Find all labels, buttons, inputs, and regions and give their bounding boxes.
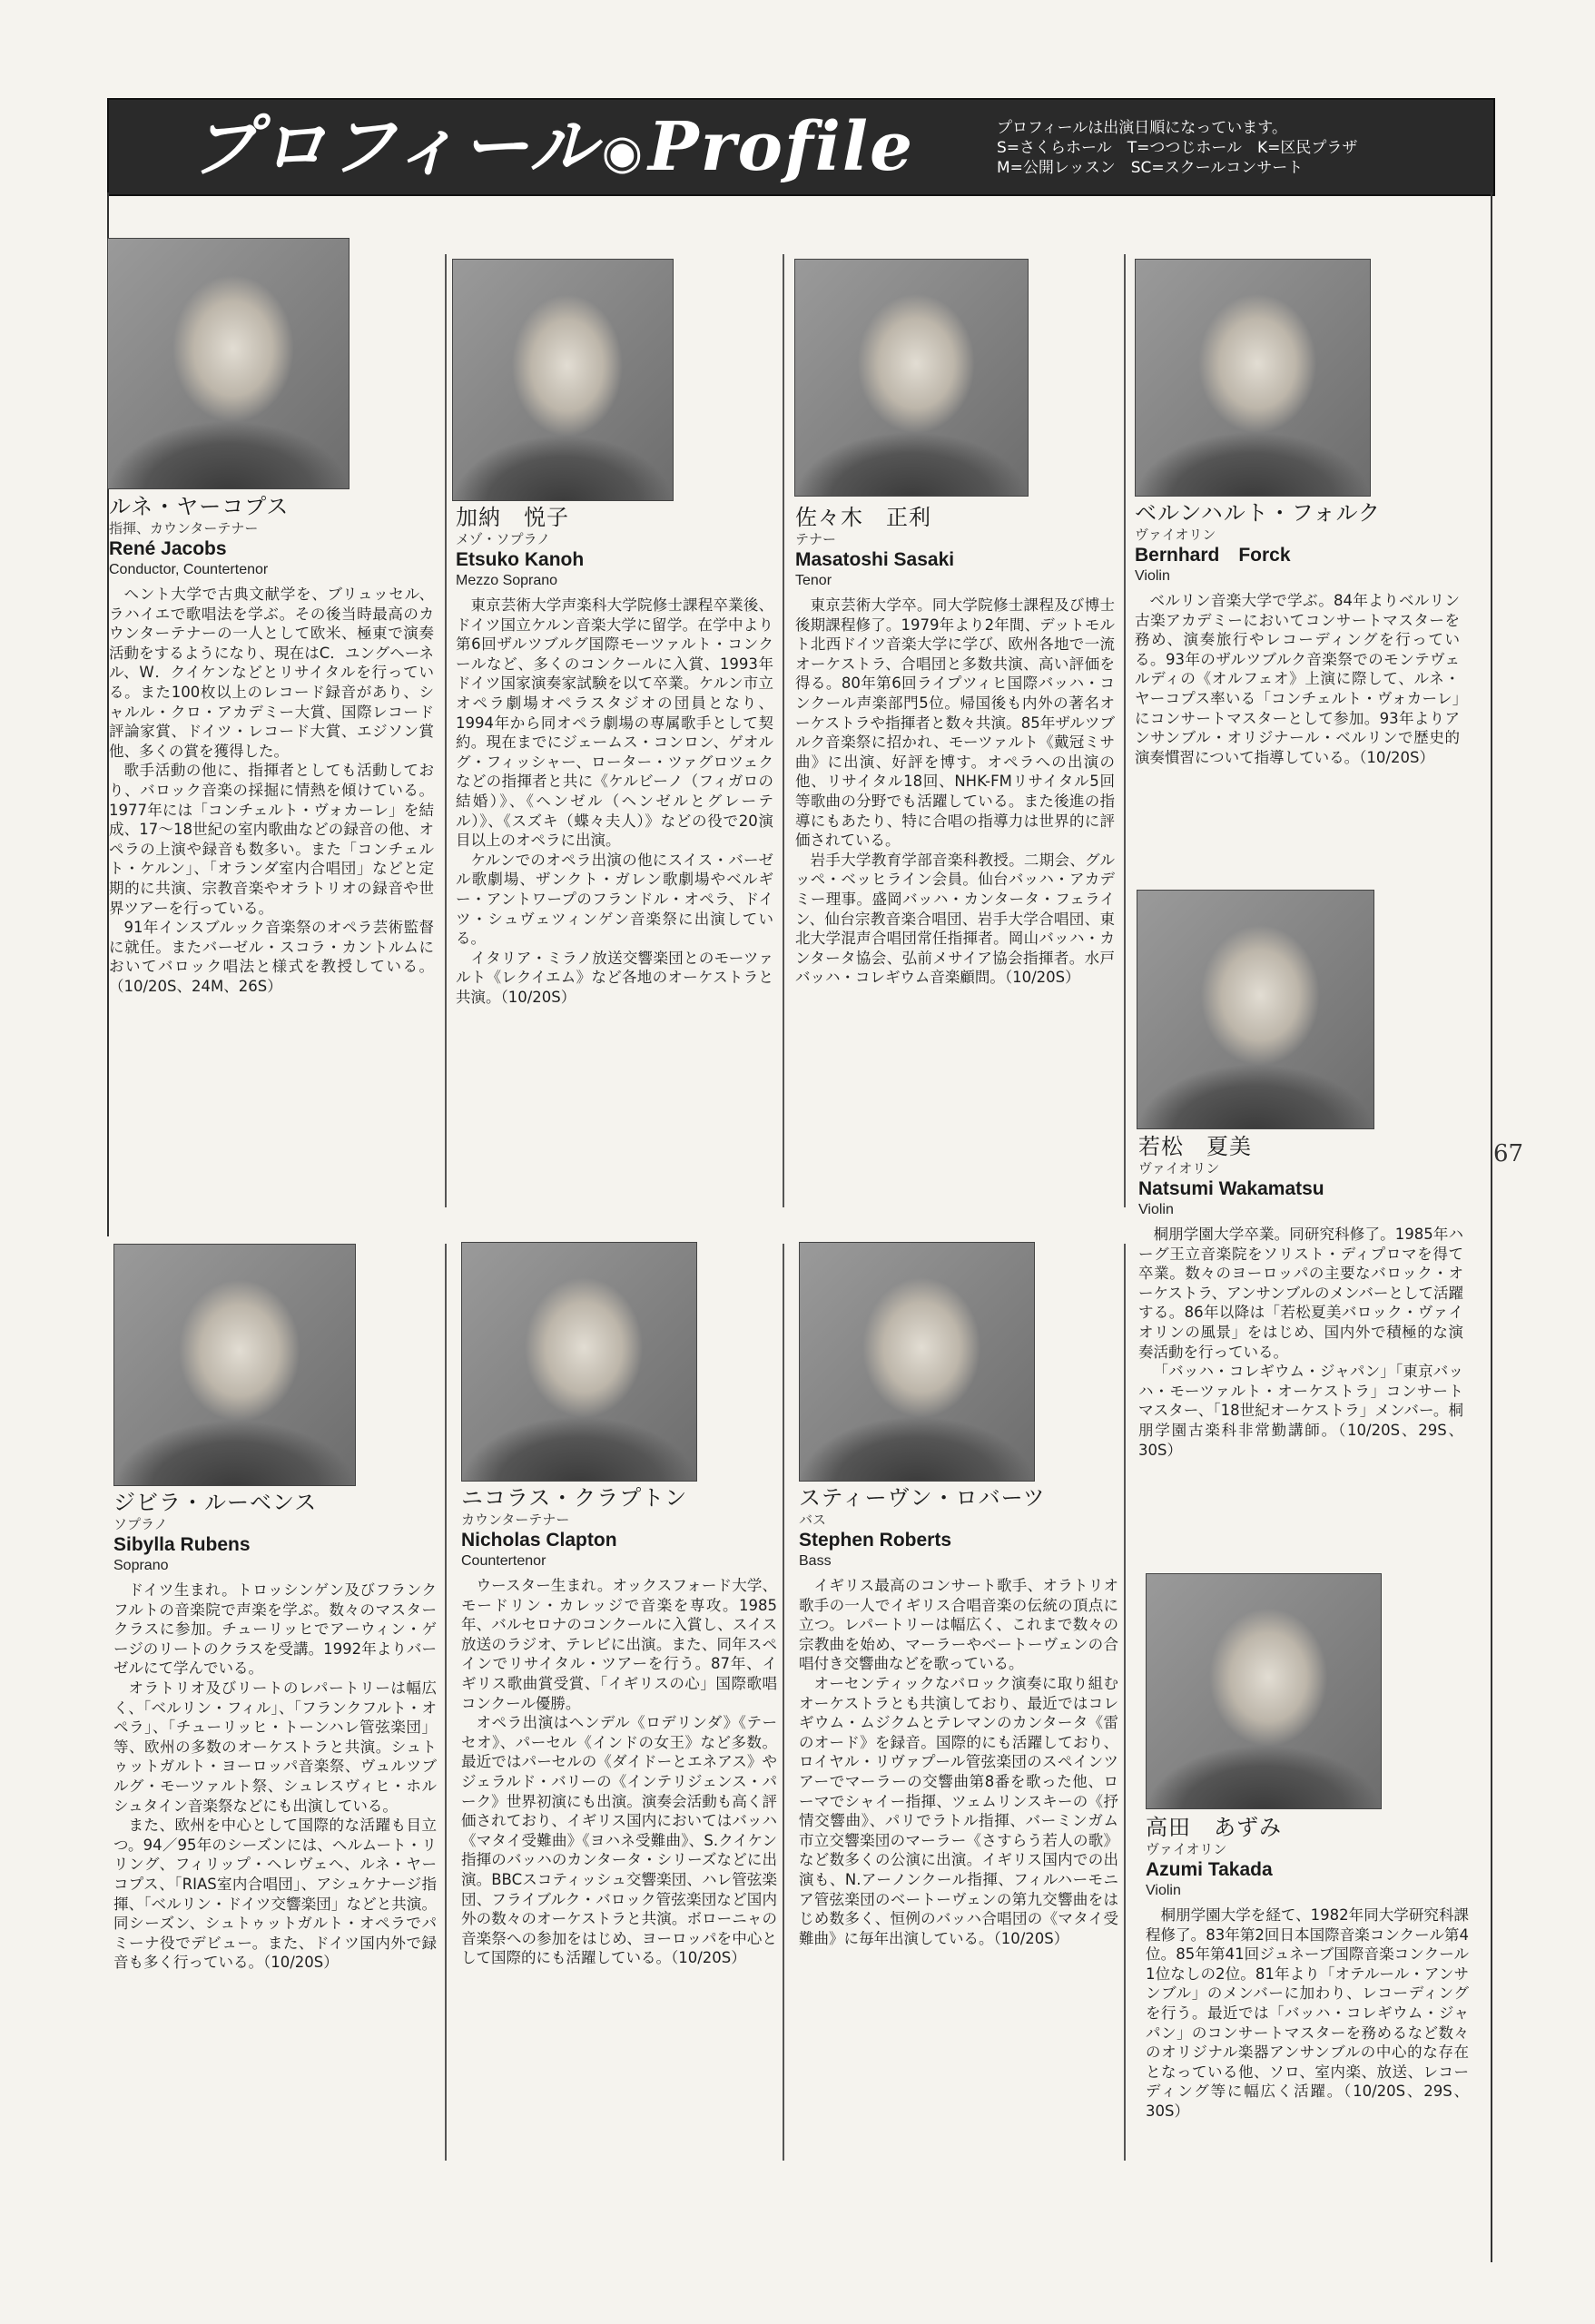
- profile-bio: [461, 1576, 777, 1968]
- header-title-en: Profile: [647, 108, 915, 186]
- profile-en-name: René Jacobs: [109, 538, 227, 559]
- profile-en-role: Violin: [1138, 1202, 1174, 1217]
- column-divider: [445, 1244, 447, 2161]
- bio-paragraph: イタリア・ミラノ放送交響楽団とのモーツァルト《レクイエム》など各地のオーケストラと共演。（10/20S）: [456, 949, 773, 1006]
- profile-en-name: Sibylla Rubens: [113, 1534, 251, 1555]
- column-divider: [783, 254, 784, 1207]
- profile-jp-name: 高田 あずみ: [1146, 1815, 1282, 1840]
- profile-en-role: Bass: [799, 1553, 832, 1569]
- profile-jp-role: ヴァイオリン: [1146, 1841, 1227, 1857]
- bio-paragraph: オペラ出演はヘンデル《ロデリンダ》《テーセオ》、パーセル《インドの女王》など多数。最近ではパーセルの《ダイドーとエネアス》やジェラルド・バリーの《インテリジェンス・パーク》世界初演にも出演。演奏会活動も高く評価されており、イギリス国内においてはバッハ《マタイ受難曲》《ヨハネ受難曲》、S.クイケン指揮のバッハのカンタータ・シリーズなどに出演。BBCスコティッシュ交響楽団、ハレ管弦楽団、フライブルク・バロック管弦楽団など国内外の数々のオーケストラと共演。ボローニャの音楽祭への参加をはじめ、ヨーロッパを中心として国際的にも活躍している。（10/20S）: [461, 1714, 778, 1967]
- bio-paragraph: また、欧州を中心として国際的な活躍も目立つ。94／95年のシーズンには、ヘルムート・リリング、フィリップ・ヘレヴェヘ、ルネ・ヤーコプス、「RIAS室内合唱団」、アシュケナージ指揮、「ベルリン・ドイツ交響楽団」などと共演。同シーズン、シュトゥットガルト・オペラでパミーナ役でデビュー。また、ドイツ国内外で録音も多く行っている。（10/20S）: [113, 1817, 437, 1972]
- profile-jp-role: カウンターテナー: [461, 1512, 570, 1528]
- profile-jp-role: ヴァイオリン: [1138, 1160, 1220, 1177]
- bio-paragraph: ドイツ生まれ。トロッシンゲン及びフランクフルトの音楽院で声楽を学ぶ。数々のマスタークラスに参加。チューリッヒでアーウィン・ゲージのリートのクラスを受講。1992年よりバーゼルにて学んでいる。: [113, 1581, 437, 1678]
- legend-line: M=公開レッスン SC=スクールコンサート: [997, 159, 1304, 177]
- profile-jp-role: テナー: [795, 531, 837, 547]
- profile-jp-name: ベルンハルト・フォルク: [1135, 500, 1382, 526]
- profile-en-role: Tenor: [795, 573, 832, 588]
- profile-en-role: Violin: [1146, 1883, 1181, 1898]
- profile-card-stephen-roberts: [799, 1484, 1118, 1948]
- profile-en-role: Countertenor: [461, 1553, 546, 1569]
- bio-paragraph: オーセンティックなバロック演奏に取り組むオーケストラとも共演しており、最近ではコレギウム・ムジクムとテレマンのカンタータ《雷のオード》を録音。国際的にも活躍しており、ロイヤル・リヴァプール管弦楽団のスペインツアーでマーラーの交響曲第8番を歌った他、ローマでシャイー指揮、ツェムリンスキーの《抒情交響曲》、パリでラトル指揮、バーミンガム市立交響楽団のマーラー《さすらう若人の歌》など数多くの公演に出演。イギリス国内での出演も、N.アーノンクール指揮、フィルハーモニア管弦楽団のベートーヴェンの第九交響曲をはじめ数多く、恒例のバッハ合唱団の《マタイ受難曲》に毎年出演している。（10/20S）: [799, 1674, 1118, 1947]
- profile-en-name: Masatoshi Sasaki: [795, 549, 955, 570]
- profile-jp-name: 若松 夏美: [1138, 1134, 1252, 1159]
- bio-paragraph: 桐朋学園大学卒業。同研究科修了。1985年ハーグ王立音楽院をソリスト・ディプロマを得て卒業。数々のヨーロッパの主要なバロック・オーケストラ、アンサンブルのメンバーとして活躍する。86年以降は「若松夏美バロック・ヴァイオリンの風景」をはじめ、国内外で積極的な演奏活動を行っている。: [1138, 1226, 1463, 1361]
- profile-en-name: Bernhard Forck: [1135, 545, 1291, 566]
- legend-line: S=さくらホール T=つつじホール K=区民プラザ: [997, 139, 1358, 157]
- photo-natsumi-wakamatsu: [1137, 890, 1374, 1129]
- profile-jp-name: ルネ・ヤーコプス: [109, 494, 290, 519]
- legend-line: プロフィールは出演日順になっています。: [997, 119, 1287, 137]
- profile-bio: [799, 1576, 1118, 1948]
- bullet-icon: ◉: [601, 123, 645, 180]
- bio-paragraph: 東京芸術大学卒。同大学院修士課程及び博士後期課程修了。1979年より2年間、デットモルト北西ドイツ音楽大学に学び、欧州各地で一流オーケストラ、合唱団と多数共演、高い評価を得る。80年第6回ライプツィヒ国際バッハ・コンクール声楽部門5位。帰国後も内外の著名オーケストラや指揮者と数々共演。85年ザルツブルク音楽祭に招かれ、モーツァルト《戴冠ミサ曲》に出演、好評を博す。オペラへの出演の他、リサイタル18回、NHK-FMリサイタル5回等歌曲の分野でも活躍している。また後進の指導にもあたり、特に合唱の指導力は世界的に評価されている。: [795, 596, 1115, 850]
- photo-rene-jacobs: [107, 238, 350, 489]
- profile-en-name: Stephen Roberts: [799, 1530, 952, 1551]
- profile-bio: [113, 1581, 437, 1973]
- profile-card-bernhard-forck: [1135, 499, 1460, 767]
- bio-paragraph: ケルンでのオペラ出演の他にスイス・バーゼル歌劇場、ザンクト・ガレン歌劇場やベルギー・アントワープのフランドル・オペラ、ドイツ・シュヴェツィンゲン音楽祭に出演している。: [456, 851, 773, 948]
- column-divider: [1124, 254, 1126, 1207]
- photo-azumi-takada: [1146, 1573, 1382, 1809]
- profile-en-name: Nicholas Clapton: [461, 1530, 617, 1551]
- photo-stephen-roberts: [799, 1242, 1035, 1482]
- bio-paragraph: イギリス最高のコンサート歌手、オラトリオ歌手の一人でイギリス合唱音楽の伝統の頂点に立つ。レパートリーは幅広く、これまで数々の宗教曲を始め、マーラーやベートーヴェンの合唱付き交響曲などを歌っている。: [799, 1577, 1118, 1673]
- bio-paragraph: ウースター生まれ。オックスフォード大学、モードリン・カレッジで音楽を専攻。1985年、バルセロナのコンクールに入賞し、スイス放送のラジオ、テレビに出演。また、同年スペインでリサイタル・ツアーを行う。87年、イギリス歌曲賞受賞、「イギリスの心」国際歌唱コンクール優勝。: [461, 1577, 777, 1712]
- frame-right-line: [1491, 192, 1492, 2262]
- bio-paragraph: 岩手大学教育学部音楽科教授。二期会、グルッペ・ベッヒライン会員。仙台バッハ・アカデミー理事。盛岡バッハ・カンタータ・フェライン、仙台宗教音楽合唱団、岩手大学合唱団、東北大学混声合唱団常任指揮者。岡山バッハ・カンタータ協会、弘前メサイア協会指揮者。水戸バッハ・コレギウム音楽顧問。（10/20S）: [795, 851, 1115, 987]
- bio-paragraph: オラトリオ及びリートのレパートリーは幅広く、「ベルリン・フィル」、「フランクフルト・オペラ」、「チューリッヒ・トーンハレ管弦楽団」等、欧州の多数のオーケストラと共演。シュトゥットガルト・ヨーロッパ音楽祭、ヴュルツブルグ・モーツァルト祭、シュレスヴィヒ・ホルシュタイン音楽祭などにも出演している。: [113, 1679, 437, 1815]
- profile-en-role: Violin: [1135, 568, 1170, 584]
- header-title-jp: プロフィール: [191, 108, 598, 186]
- profile-bio: [1135, 591, 1460, 767]
- profile-en-role: Soprano: [113, 1558, 169, 1573]
- profile-bio: [456, 596, 773, 1007]
- profile-en-name: Natsumi Wakamatsu: [1138, 1178, 1324, 1199]
- venue-legend: [997, 118, 1487, 178]
- column-divider: [783, 1244, 784, 2161]
- profile-bio: [1146, 1905, 1469, 2122]
- profile-en-name: Azumi Takada: [1146, 1859, 1273, 1880]
- profile-jp-name: 加納 悦子: [456, 505, 569, 530]
- page-number: 67: [1493, 1140, 1524, 1167]
- bio-paragraph: ベルリン音楽大学で学ぶ。84年よりベルリン古楽アカデミーにおいてコンサートマスターを務め、演奏旅行やレコーディングを行っている。93年のザルツブルク音楽祭でのモンテヴェルディの《オルフェオ》上演に際して、ルネ・ヤーコプス率いる「コンチェルト・ヴォカーレ」にコンサートマスターとして参加。93年よりアンサンブル・オリジナール・ベルリンで歴史的演奏慣習について指導している。（10/20S）: [1135, 592, 1460, 766]
- photo-sibylla-rubens: [113, 1244, 356, 1486]
- profile-jp-name: スティーヴン・ロバーツ: [799, 1485, 1046, 1511]
- profile-card-rene-jacobs: [109, 493, 434, 996]
- profile-bio: [795, 596, 1115, 988]
- profile-jp-name: 佐々木 正利: [795, 505, 931, 530]
- column-divider: [1124, 1244, 1126, 2161]
- photo-bernhard-forck: [1135, 259, 1371, 497]
- profile-jp-name: ニコラス・クラプトン: [461, 1485, 688, 1511]
- bio-paragraph: 桐朋学園大学を経て、1982年同大学研究科課程修了。83年第2回日本国際音楽コンクール第4位。85年第41回ジュネーブ国際音楽コンクール1位なしの2位。81年より「オテルール・アンサンブル」のメンバーに加わり、レコーディングを行う。最近では「バッハ・コレギウム・ジャパン」のコンサートマスターを務めるなど数々のオリジナル楽器アンサンブルの中心的な存在となっている他、ソロ、室内楽、放送、レコーディング等に幅広く活躍。（10/20S、29S、30S）: [1146, 1906, 1469, 2120]
- profile-en-role: Conductor, Countertenor: [109, 562, 269, 577]
- profile-en-name: Etsuko Kanoh: [456, 549, 585, 570]
- profile-jp-role: バス: [799, 1512, 827, 1528]
- profile-jp-role: ソプラノ: [113, 1516, 168, 1532]
- profile-header-banner: [107, 98, 1495, 196]
- column-divider: [445, 254, 447, 1207]
- profile-card-etsuko-kanoh: [456, 504, 773, 1007]
- profile-card-masatoshi-sasaki: [795, 504, 1115, 988]
- profile-bio: [109, 585, 434, 996]
- photo-etsuko-kanoh: [452, 259, 674, 501]
- photo-masatoshi-sasaki: [794, 259, 1029, 497]
- profile-card-natsumi-wakamatsu: [1138, 1133, 1463, 1460]
- profile-card-sibylla-rubens: [113, 1489, 437, 1973]
- profile-card-nicholas-clapton: [461, 1484, 777, 1968]
- header-title: [191, 107, 914, 187]
- profile-jp-role: ヴァイオリン: [1135, 527, 1216, 543]
- profile-jp-role: 指揮、カウンターテナー: [109, 520, 259, 537]
- profile-jp-name: ジビラ・ルーベンス: [113, 1490, 318, 1515]
- profile-jp-role: メゾ・ソプラノ: [456, 531, 551, 547]
- profile-card-azumi-takada: [1146, 1814, 1469, 2122]
- bio-paragraph: ヘント大学で古典文献学を、ブリュッセル、ラハイエで歌唱法を学ぶ。その後当時最高のカウンターテナーの一人として欧米、極東で演奏活動をするようになり、現在はC．ユングヘーネル、W．クイケンなどとリサイタルを行っている。また100枚以上のレコード録音があり、シャルル・クロ・アカデミー大賞、国際レコード評論家賞、ドイツ・レコード大賞、エジソン賞他、多くの賞を獲得した。: [109, 586, 434, 760]
- profile-en-role: Mezzo Soprano: [456, 573, 558, 588]
- bio-paragraph: 東京芸術大学声楽科大学院修士課程卒業後、ドイツ国立ケルン音楽大学に留学。在学中より第6回ザルツブルグ国際モーツァルト・コンクールなど、多くのコンクールに入賞、1993年ドイツ国家演奏家試験を以て卒業。ケルン市立オペラ劇場オペラスタジオの団員となり、1994年から同オペラ劇場の専属歌手として契約。現在までにジェームス・コンロン、ゲオルグ・フィッシャー、ローター・ツァグロツェクなどの指揮者と共に《ケルビーノ（フィガロの結婚）》、《ヘンゼル（ヘンゼルとグレーテル）》、《スズキ（蝶々夫人）》などの役で20演目以上のオペラに出演。: [456, 596, 773, 850]
- profile-bio: [1138, 1225, 1463, 1460]
- bio-paragraph: 91年インスブルック音楽祭のオペラ芸術監督に就任。またバーゼル・スコラ・カントルムにおいてバロック唱法と様式を教授している。（10/20S、24M、26S）: [109, 919, 434, 995]
- bio-paragraph: 歌手活動の他に、指揮者としても活動しており、バロック音楽の採掘に情熱を傾けている。1977年には「コンチェルト・ヴォカーレ」を結成、17～18世紀の室内歌曲などの録音の他、オペラの上演や録音も数多い。また「コンチェルト・ケルン」、「オランダ室内合唱団」などと定期的に共演、宗教音楽やオラトリオの録音や世界ツアーを行っている。: [109, 762, 434, 917]
- bio-paragraph: 「バッハ・コレギウム・ジャパン」「東京バッハ・モーツァルト・オーケストラ」コンサートマスター、「18世紀オーケストラ」メンバー。桐朋学園古楽科非常勤講師。（10/20S、29S、30S）: [1138, 1363, 1463, 1459]
- photo-nicholas-clapton: [461, 1242, 697, 1482]
